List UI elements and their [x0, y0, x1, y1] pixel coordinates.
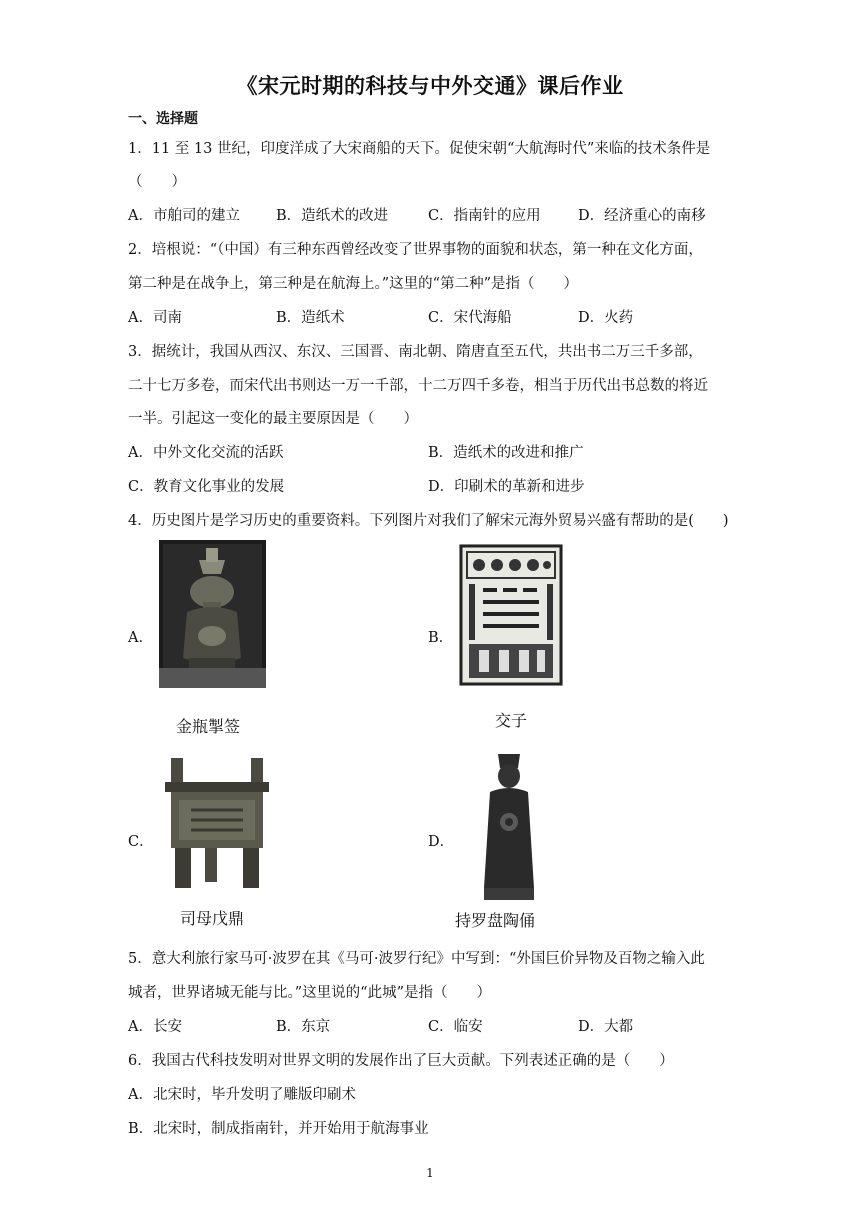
question-6-option-a: A．北宋时，毕升发明了雕版印刷术: [128, 1087, 356, 1103]
question-1-option-d: D．经济重心的南移: [578, 208, 706, 224]
image-b-caption: 交子: [495, 711, 528, 730]
question-4-stem: 4．历史图片是学习历史的重要资料。下列图片对我们了解宋元海外贸易兴盛有帮助的是( ): [128, 513, 729, 529]
question-4-option-d-label: D．: [428, 834, 455, 850]
question-3-stem-line-1: 3．据统计，我国从西汉、东汉、三国晋、南北朝、隋唐直至五代，共出书二万三千多部，: [128, 344, 703, 360]
question-4-option-b-label: B．: [428, 630, 454, 646]
compass-figurine-image: [476, 748, 542, 908]
question-6-option-b: B．北宋时，制成指南针，并开始用于航海事业: [128, 1121, 429, 1137]
question-4-option-c-label: C．: [128, 834, 154, 850]
question-1-option-a: A．市舶司的建立: [128, 208, 240, 224]
question-5-stem-line-2: 城者，世界诸城无能与比。”这里说的“此城”是指（ ）: [128, 985, 491, 1001]
simuwu-ding-image: [161, 758, 273, 896]
question-3-option-c: C．教育文化事业的发展: [128, 479, 285, 495]
image-c-caption: 司母戊鼎: [180, 909, 245, 928]
question-1-option-c: C．指南针的应用: [428, 208, 541, 224]
question-2-stem-line-1: 2．培根说：“（中国）有三种东西曾经改变了世界事物的面貌和状态，第一种在文化方面，: [128, 242, 703, 258]
jiaozi-banknote-image: [459, 544, 563, 690]
question-4-option-a-label: A．: [128, 630, 153, 646]
question-3-option-a: A．中外文化交流的活跃: [128, 445, 284, 461]
question-3-stem-line-2: 二十七万多卷，而宋代出书则达一万一千部，十二万四千多卷，相当于历代出书总数的将近: [128, 378, 708, 394]
image-d-caption: 持罗盘陶俑: [455, 911, 536, 930]
question-6-stem: 6．我国古代科技发明对世界文明的发展作出了巨大贡献。下列表述正确的是（ ）: [128, 1053, 674, 1069]
golden-urn-image: [159, 540, 266, 692]
question-2-option-d: D．火药: [578, 310, 634, 326]
question-3-stem-line-3: 一半。引起这一变化的最主要原因是（ ）: [128, 411, 418, 427]
question-2-stem-line-2: 第二种是在战争上，第三种是在航海上。”这里的“第二种”是指（ ）: [128, 276, 578, 292]
section-heading: 一、选择题: [128, 111, 198, 127]
question-3-option-d: D．印刷术的革新和进步: [428, 479, 585, 495]
question-2-option-c: C．宋代海船: [428, 310, 512, 326]
question-1-stem: 1．11 至 13 世纪，印度洋成了大宋商船的天下。促使宋朝“大航海时代”来临的技术条件是: [128, 141, 711, 157]
question-2-option-b: B．造纸术: [276, 310, 345, 326]
image-a-caption: 金瓶掣签: [176, 717, 241, 736]
question-5-stem-line-1: 5．意大利旅行家马可·波罗在其《马可·波罗行纪》中写到：“外国巨价异物及百物之输入此: [128, 951, 705, 967]
question-5-option-b: B．东京: [276, 1019, 331, 1035]
question-1-option-b: B．造纸术的改进: [276, 208, 389, 224]
question-5-option-d: D．大都: [578, 1019, 634, 1035]
document-title: 《宋元时期的科技与中外交通》课后作业: [236, 74, 624, 98]
question-5-option-a: A．长安: [128, 1019, 182, 1035]
question-3-option-b: B．造纸术的改进和推广: [428, 445, 584, 461]
question-5-option-c: C．临安: [428, 1019, 483, 1035]
question-2-option-a: A．司南: [128, 310, 182, 326]
question-1-blank: （ ）: [128, 174, 186, 190]
page-number: 1: [426, 1166, 434, 1180]
